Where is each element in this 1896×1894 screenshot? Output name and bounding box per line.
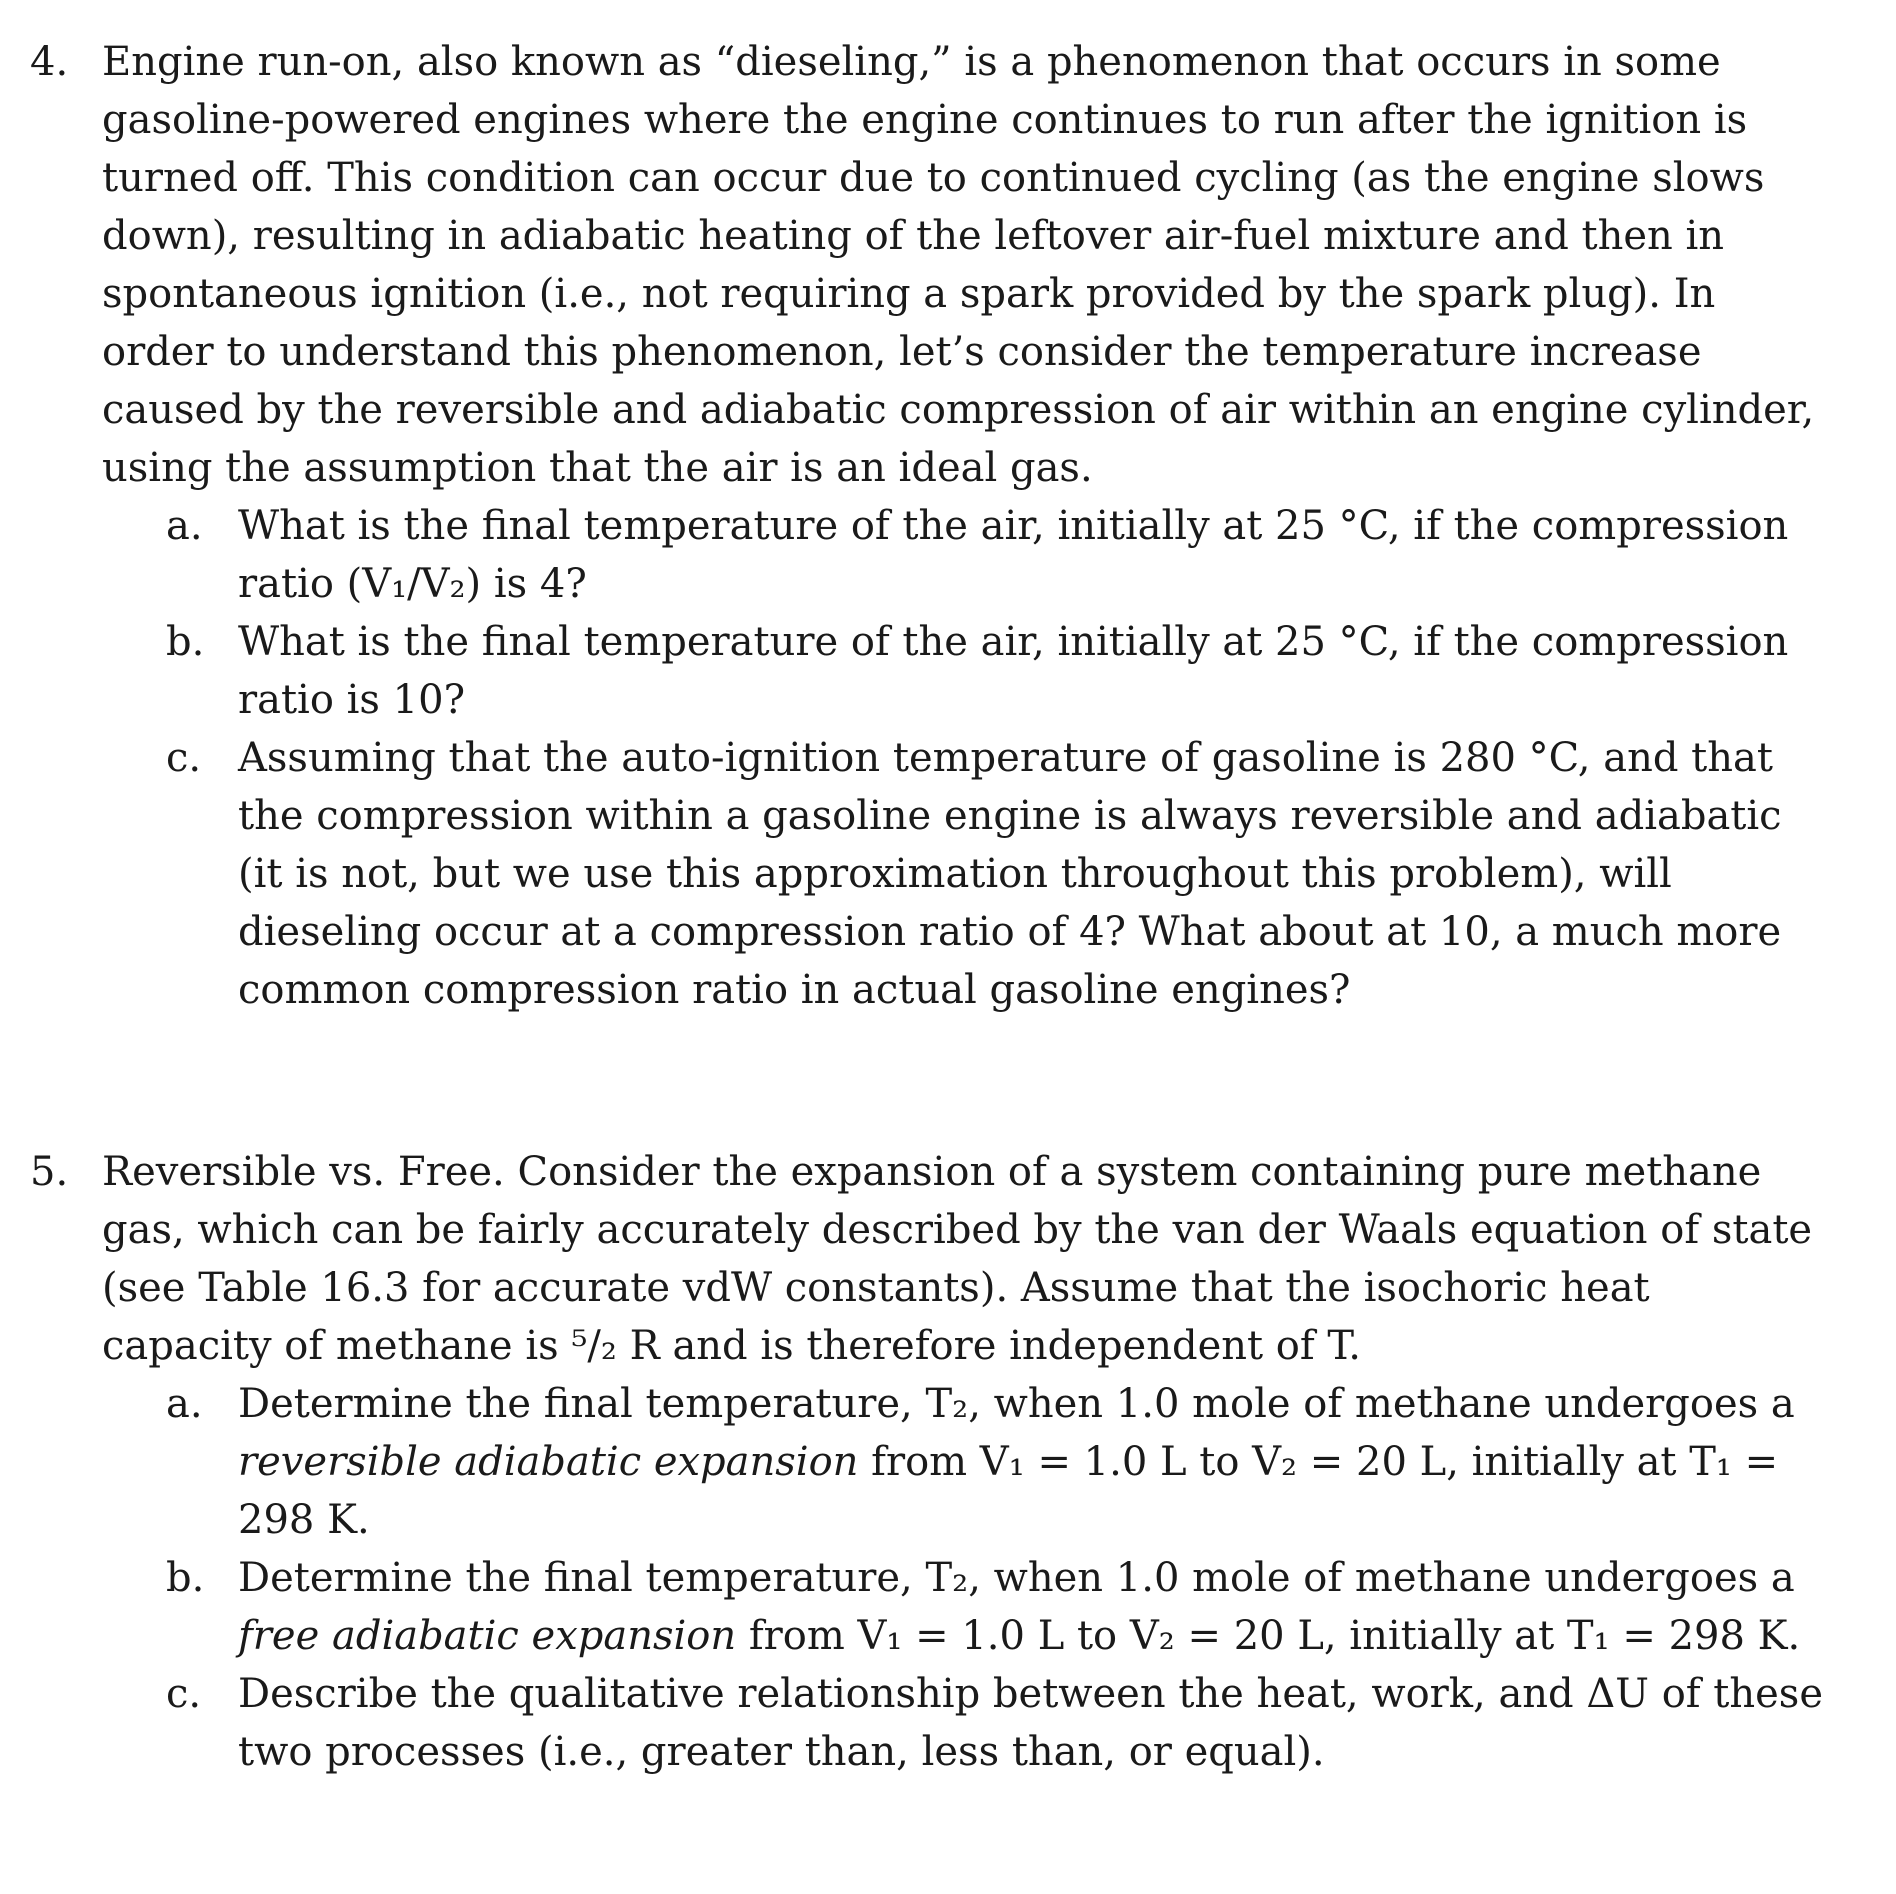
text-line: gasoline-powered engines where the engine continues to run after the ignition is xyxy=(102,97,1748,143)
part-b xyxy=(166,1549,1801,1665)
part-c xyxy=(166,729,1782,1019)
text-line: What is the final temperature of the air, initially at 25 °C, if the compression xyxy=(238,619,1789,665)
problem-4-parts xyxy=(166,497,1789,1019)
part-a xyxy=(166,1375,1795,1549)
text-fragment: from V₁ = 1.0 L to V₂ = 20 L, initially at T₁ = xyxy=(858,1439,1779,1485)
text-line: Engine run-on, also known as “dieseling,” is a phenomenon that occurs in some xyxy=(102,39,1721,85)
problem-4 xyxy=(30,33,1815,1019)
text-line: ratio is 10? xyxy=(238,677,466,723)
text-line: capacity of methane is ⁵/₂ R and is therefore independent of T. xyxy=(102,1323,1361,1369)
text-line: order to understand this phenomenon, let’s consider the temperature increase xyxy=(102,329,1702,375)
emphasis-text: free adiabatic expansion xyxy=(238,1613,737,1659)
problem-5-parts xyxy=(166,1375,1823,1781)
problem-4-statement xyxy=(102,33,1815,497)
text-line: Assuming that the auto-ignition temperature of gasoline is 280 °C, and that xyxy=(238,735,1773,781)
text-line: spontaneous ignition (i.e., not requiring a spark provided by the spark plug). In xyxy=(102,271,1716,317)
part-letter: b. xyxy=(166,619,205,665)
part-letter: a. xyxy=(166,1381,203,1427)
text-line: the compression within a gasoline engine is always reversible and adiabatic xyxy=(238,793,1782,839)
problem-5 xyxy=(30,1143,1823,1781)
text-line: ratio (V₁/V₂) is 4? xyxy=(238,561,587,607)
part-b xyxy=(166,613,1789,729)
text-line: down), resulting in adiabatic heating of the leftover air-fuel mixture and then in xyxy=(102,213,1725,259)
problem-5-statement xyxy=(102,1143,1813,1375)
part-letter: a. xyxy=(166,503,203,549)
text-line: Describe the qualitative relationship between the heat, work, and ΔU of these xyxy=(238,1671,1823,1717)
text-line: using the assumption that the air is an ideal gas. xyxy=(102,445,1093,491)
part-a xyxy=(166,497,1789,613)
text-line: What is the final temperature of the air, initially at 25 °C, if the compression xyxy=(238,503,1789,549)
text-line: dieseling occur at a compression ratio of 4? What about at 10, a much more xyxy=(238,909,1782,955)
text-line: Determine the final temperature, T₂, when 1.0 mole of methane undergoes a xyxy=(238,1381,1795,1427)
text-line: (it is not, but we use this approximation throughout this problem), will xyxy=(238,851,1672,897)
part-c xyxy=(166,1665,1823,1781)
text-line: common compression ratio in actual gasoline engines? xyxy=(238,967,1351,1013)
text-line: Determine the final temperature, T₂, when 1.0 mole of methane undergoes a xyxy=(238,1555,1795,1601)
problem-number: 5. xyxy=(30,1149,69,1195)
text-line: gas, which can be fairly accurately described by the van der Waals equation of state xyxy=(102,1207,1813,1253)
part-letter: b. xyxy=(166,1555,205,1601)
text-line-mixed xyxy=(238,1433,1779,1491)
problem-number: 4. xyxy=(30,39,69,85)
part-letter: c. xyxy=(166,1671,202,1717)
text-line: 298 K. xyxy=(238,1497,370,1543)
text-line: Reversible vs. Free. Consider the expansion of a system containing pure methane xyxy=(102,1149,1762,1195)
text-line: caused by the reversible and adiabatic compression of air within an engine cylinder, xyxy=(102,387,1815,433)
text-line-mixed xyxy=(238,1607,1801,1665)
text-line: (see Table 16.3 for accurate vdW constants). Assume that the isochoric heat xyxy=(102,1265,1650,1311)
text-line: two processes (i.e., greater than, less than, or equal). xyxy=(238,1729,1325,1775)
text-fragment: from V₁ = 1.0 L to V₂ = 20 L, initially at T₁ = 298 K. xyxy=(736,1613,1801,1659)
emphasis-text: reversible adiabatic expansion xyxy=(238,1439,859,1485)
part-letter: c. xyxy=(166,735,202,781)
text-line: turned off. This condition can occur due to continued cycling (as the engine slows xyxy=(102,155,1765,201)
